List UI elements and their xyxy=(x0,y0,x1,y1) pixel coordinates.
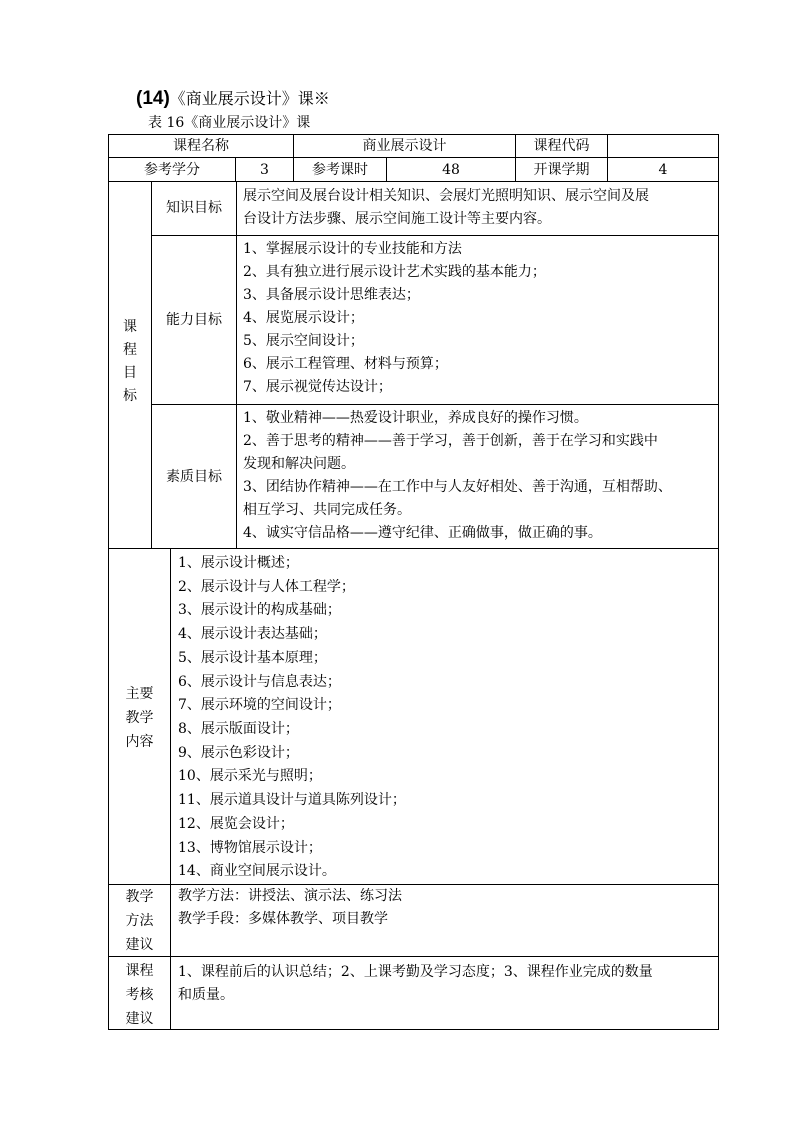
cell-course-name: 商业展示设计 xyxy=(293,134,516,158)
cell-term-label: 开课学期 xyxy=(515,157,608,182)
section-title: 《商业展示设计》课※ xyxy=(169,89,330,108)
cell-assess-content: 1、课程前后的认识总结；2、上课考勤及学习态度；3、课程作业完成的数量 和质量。 xyxy=(170,956,719,1030)
cell-quality-content: 1、敬业精神——热爱设计职业，养成良好的操作习惯。 2、善于思考的精神——善于学习，善于创新，善于在学习和实践中 发现和解决问题。 3、团结协作精神——在工作中与人友好相处、善于沟通，互相帮助、 相互学习、共同完成任务。 4、诚实守信品格——遵守纪律、正确做事，做正确的事。 xyxy=(236,404,719,549)
cell-method-label: 教学 方法 建议 xyxy=(108,884,171,957)
cell-credit-value: 3 xyxy=(235,157,294,182)
table-caption: 表 16《商业展示设计》课 xyxy=(148,115,311,131)
cell-goals-label: 课 程 目 标 xyxy=(108,181,152,549)
section-heading xyxy=(136,86,330,110)
cell-content-label: 主要 教学 内容 xyxy=(108,548,171,885)
cell-knowledge-content: 展示空间及展台设计相关知识、会展灯光照明知识、展示空间及展 台设计方法步骤、展示空间施工设计等主要内容。 xyxy=(236,181,719,236)
cell-assess-label: 课程 考核 建议 xyxy=(108,956,171,1030)
cell-hours-label: 参考课时 xyxy=(293,157,387,182)
cell-method-content: 教学方法：讲授法、演示法、练习法 教学手段：多媒体教学、项目教学 xyxy=(170,884,719,957)
cell-hours-value: 48 xyxy=(386,157,516,182)
cell-knowledge-label: 知识目标 xyxy=(151,181,237,236)
cell-quality-label: 素质目标 xyxy=(151,404,237,549)
cell-credit-label: 参考学分 xyxy=(108,157,236,182)
cell-ability-content: 1、掌握展示设计的专业技能和方法 2、具有独立进行展示设计艺术实践的基本能力； 3、具备展示设计思维表达； 4、展览展示设计； 5、展示空间设计； 6、展示工程管理、材料与预算； 7、展示视觉传达设计； xyxy=(236,235,719,405)
cell-name-label: 课程名称 xyxy=(108,134,294,158)
section-number: (14) xyxy=(136,88,170,109)
cell-ability-label: 能力目标 xyxy=(151,235,237,405)
cell-term-value: 4 xyxy=(607,157,719,182)
cell-code-label: 课程代码 xyxy=(515,134,608,158)
cell-course-code xyxy=(607,134,719,158)
cell-content-list: 1、展示设计概述； 2、展示设计与人体工程学； 3、展示设计的构成基础； 4、展示设计表达基础； 5、展示设计基本原理； 6、展示设计与信息表达； 7、展示环境的空间设计； 8、展示版面设计； 9、展示色彩设计； 10、展示采光与照明； 11、展示道具设计与道具陈列设计； 12、展览会设计； 13、博物馆展示设计； 14、商业空间展示设计。 xyxy=(170,548,719,885)
